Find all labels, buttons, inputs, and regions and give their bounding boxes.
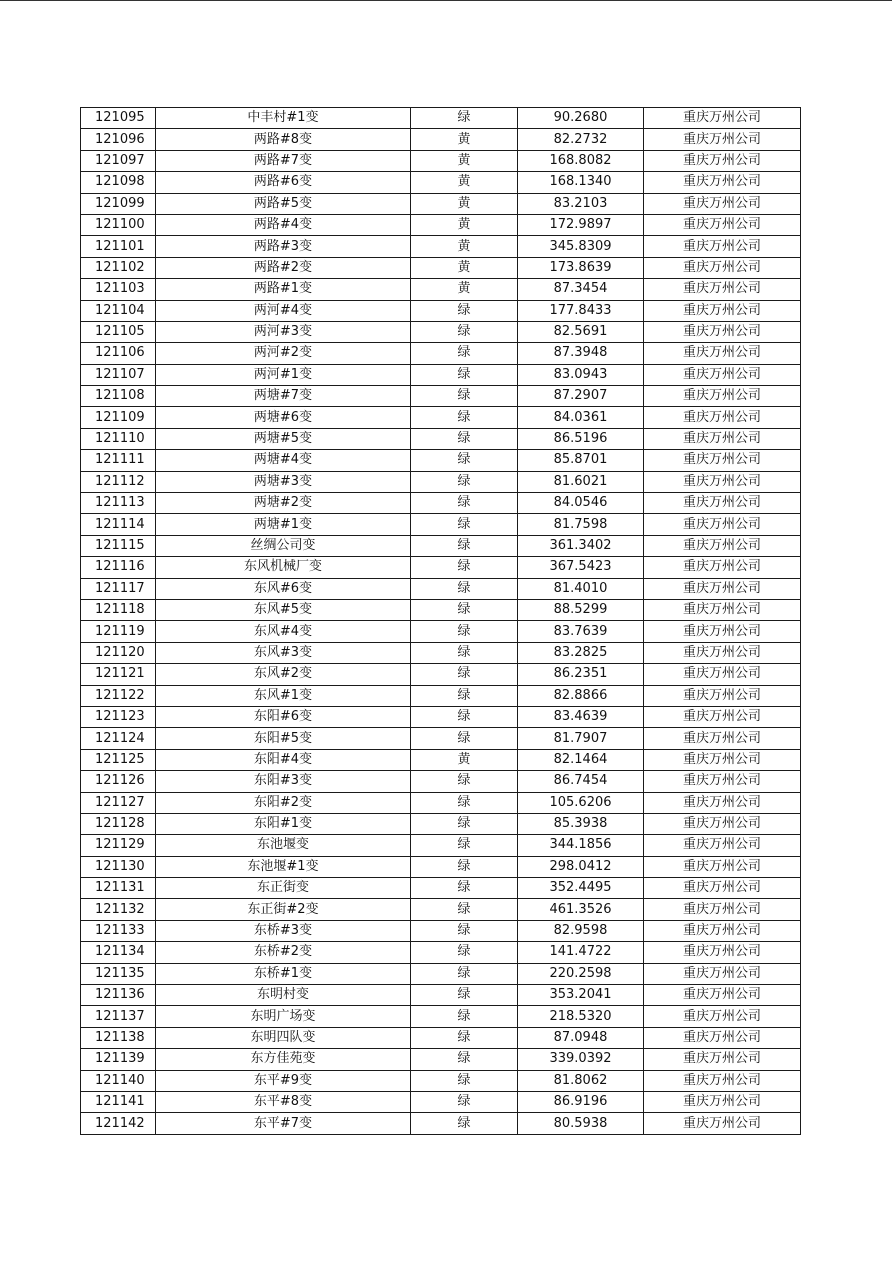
- cell-name: 东正街#2变: [156, 899, 411, 920]
- cell-id: 121104: [81, 300, 156, 321]
- cell-name: 东阳#3变: [156, 771, 411, 792]
- cell-name: 两塘#5变: [156, 428, 411, 449]
- cell-status: 黄: [411, 749, 518, 770]
- table-row: [81, 193, 801, 214]
- cell-status: 绿: [411, 1027, 518, 1048]
- cell-value: 82.5691: [518, 321, 644, 342]
- cell-name: 东平#7变: [156, 1113, 411, 1134]
- cell-status: 绿: [411, 1091, 518, 1112]
- cell-name: 东正街变: [156, 878, 411, 899]
- cell-id: 121122: [81, 685, 156, 706]
- cell-name: 东明四队变: [156, 1027, 411, 1048]
- cell-value: 90.2680: [518, 108, 644, 129]
- cell-name: 两塘#7变: [156, 386, 411, 407]
- cell-company: 重庆万州公司: [644, 300, 801, 321]
- table-row: [81, 321, 801, 342]
- cell-name: 两塘#4变: [156, 450, 411, 471]
- cell-company: 重庆万州公司: [644, 813, 801, 834]
- cell-name: 两河#3变: [156, 321, 411, 342]
- cell-value: 344.1856: [518, 835, 644, 856]
- cell-name: 两路#6变: [156, 172, 411, 193]
- cell-company: 重庆万州公司: [644, 471, 801, 492]
- cell-name: 东阳#6变: [156, 706, 411, 727]
- cell-id: 121109: [81, 407, 156, 428]
- cell-name: 东风#1变: [156, 685, 411, 706]
- cell-company: 重庆万州公司: [644, 899, 801, 920]
- cell-name: 东桥#1变: [156, 963, 411, 984]
- table-row: [81, 535, 801, 556]
- cell-id: 121135: [81, 963, 156, 984]
- cell-value: 168.8082: [518, 150, 644, 171]
- cell-name: 东风机械厂变: [156, 557, 411, 578]
- cell-id: 121097: [81, 150, 156, 171]
- cell-value: 177.8433: [518, 300, 644, 321]
- table-row: [81, 1049, 801, 1070]
- cell-status: 绿: [411, 1049, 518, 1070]
- cell-value: 87.3454: [518, 279, 644, 300]
- cell-company: 重庆万州公司: [644, 920, 801, 941]
- cell-name: 东桥#3变: [156, 920, 411, 941]
- cell-company: 重庆万州公司: [644, 493, 801, 514]
- cell-status: 绿: [411, 835, 518, 856]
- cell-status: 黄: [411, 236, 518, 257]
- cell-name: 两路#1变: [156, 279, 411, 300]
- cell-status: 绿: [411, 1070, 518, 1091]
- table-row: [81, 621, 801, 642]
- cell-company: 重庆万州公司: [644, 214, 801, 235]
- table-row: [81, 1027, 801, 1048]
- cell-name: 东阳#5变: [156, 728, 411, 749]
- table-row: [81, 557, 801, 578]
- cell-company: 重庆万州公司: [644, 129, 801, 150]
- page-top-rule: [0, 0, 892, 1]
- cell-company: 重庆万州公司: [644, 963, 801, 984]
- table-row: [81, 386, 801, 407]
- cell-value: 82.2732: [518, 129, 644, 150]
- cell-id: 121124: [81, 728, 156, 749]
- cell-status: 绿: [411, 493, 518, 514]
- cell-value: 88.5299: [518, 599, 644, 620]
- cell-company: 重庆万州公司: [644, 706, 801, 727]
- cell-company: 重庆万州公司: [644, 771, 801, 792]
- cell-value: 361.3402: [518, 535, 644, 556]
- table-row: [81, 1113, 801, 1134]
- table-row: [81, 942, 801, 963]
- cell-name: 东池堰变: [156, 835, 411, 856]
- table-row: [81, 129, 801, 150]
- cell-name: 东风#2变: [156, 664, 411, 685]
- cell-status: 黄: [411, 172, 518, 193]
- cell-name: 东平#9变: [156, 1070, 411, 1091]
- cell-id: 121127: [81, 792, 156, 813]
- cell-status: 绿: [411, 450, 518, 471]
- cell-status: 绿: [411, 878, 518, 899]
- cell-status: 绿: [411, 599, 518, 620]
- cell-company: 重庆万州公司: [644, 407, 801, 428]
- cell-name: 两路#3变: [156, 236, 411, 257]
- table-row: [81, 343, 801, 364]
- cell-status: 绿: [411, 771, 518, 792]
- cell-id: 121107: [81, 364, 156, 385]
- cell-value: 82.9598: [518, 920, 644, 941]
- cell-id: 121129: [81, 835, 156, 856]
- cell-company: 重庆万州公司: [644, 664, 801, 685]
- cell-id: 121133: [81, 920, 156, 941]
- cell-name: 东风#5变: [156, 599, 411, 620]
- cell-id: 121141: [81, 1091, 156, 1112]
- cell-company: 重庆万州公司: [644, 321, 801, 342]
- cell-id: 121105: [81, 321, 156, 342]
- cell-id: 121136: [81, 985, 156, 1006]
- cell-company: 重庆万州公司: [644, 1049, 801, 1070]
- cell-id: 121142: [81, 1113, 156, 1134]
- cell-company: 重庆万州公司: [644, 257, 801, 278]
- table-row: [81, 493, 801, 514]
- cell-id: 121103: [81, 279, 156, 300]
- cell-status: 绿: [411, 685, 518, 706]
- cell-value: 105.6206: [518, 792, 644, 813]
- cell-status: 绿: [411, 471, 518, 492]
- cell-status: 绿: [411, 364, 518, 385]
- cell-company: 重庆万州公司: [644, 728, 801, 749]
- cell-status: 绿: [411, 108, 518, 129]
- cell-status: 黄: [411, 150, 518, 171]
- cell-name: 两路#2变: [156, 257, 411, 278]
- cell-name: 两塘#6变: [156, 407, 411, 428]
- cell-value: 367.5423: [518, 557, 644, 578]
- cell-name: 东桥#2变: [156, 942, 411, 963]
- cell-id: 121113: [81, 493, 156, 514]
- cell-company: 重庆万州公司: [644, 578, 801, 599]
- cell-id: 121096: [81, 129, 156, 150]
- cell-id: 121139: [81, 1049, 156, 1070]
- cell-value: 352.4495: [518, 878, 644, 899]
- table-row: [81, 150, 801, 171]
- table-row: [81, 1091, 801, 1112]
- cell-value: 353.2041: [518, 985, 644, 1006]
- cell-value: 87.0948: [518, 1027, 644, 1048]
- cell-id: 121106: [81, 343, 156, 364]
- cell-id: 121131: [81, 878, 156, 899]
- cell-value: 218.5320: [518, 1006, 644, 1027]
- cell-name: 两河#2变: [156, 343, 411, 364]
- cell-status: 绿: [411, 578, 518, 599]
- cell-value: 81.6021: [518, 471, 644, 492]
- cell-id: 121132: [81, 899, 156, 920]
- cell-value: 86.9196: [518, 1091, 644, 1112]
- cell-company: 重庆万州公司: [644, 599, 801, 620]
- cell-id: 121110: [81, 428, 156, 449]
- cell-id: 121121: [81, 664, 156, 685]
- cell-status: 绿: [411, 514, 518, 535]
- cell-value: 82.8866: [518, 685, 644, 706]
- cell-id: 121120: [81, 642, 156, 663]
- cell-value: 84.0546: [518, 493, 644, 514]
- cell-company: 重庆万州公司: [644, 1070, 801, 1091]
- cell-status: 绿: [411, 706, 518, 727]
- cell-status: 绿: [411, 321, 518, 342]
- cell-company: 重庆万州公司: [644, 364, 801, 385]
- table-row: [81, 835, 801, 856]
- cell-status: 绿: [411, 942, 518, 963]
- cell-status: 绿: [411, 664, 518, 685]
- table-row: [81, 257, 801, 278]
- cell-value: 85.3938: [518, 813, 644, 834]
- cell-name: 东风#4变: [156, 621, 411, 642]
- cell-name: 东风#6变: [156, 578, 411, 599]
- cell-company: 重庆万州公司: [644, 450, 801, 471]
- table-row: [81, 792, 801, 813]
- cell-id: 121126: [81, 771, 156, 792]
- cell-id: 121111: [81, 450, 156, 471]
- cell-value: 83.0943: [518, 364, 644, 385]
- cell-name: 中丰村#1变: [156, 108, 411, 129]
- cell-company: 重庆万州公司: [644, 856, 801, 877]
- cell-value: 461.3526: [518, 899, 644, 920]
- cell-value: 339.0392: [518, 1049, 644, 1070]
- table-row: [81, 706, 801, 727]
- cell-company: 重庆万州公司: [644, 386, 801, 407]
- cell-id: 121098: [81, 172, 156, 193]
- cell-company: 重庆万州公司: [644, 279, 801, 300]
- cell-company: 重庆万州公司: [644, 749, 801, 770]
- table-row: [81, 364, 801, 385]
- cell-value: 81.7907: [518, 728, 644, 749]
- cell-company: 重庆万州公司: [644, 172, 801, 193]
- cell-company: 重庆万州公司: [644, 150, 801, 171]
- cell-id: 121123: [81, 706, 156, 727]
- table-row: [81, 1070, 801, 1091]
- table-row: [81, 578, 801, 599]
- cell-value: 83.2825: [518, 642, 644, 663]
- cell-value: 173.8639: [518, 257, 644, 278]
- cell-name: 两塘#2变: [156, 493, 411, 514]
- cell-value: 86.7454: [518, 771, 644, 792]
- cell-status: 绿: [411, 856, 518, 877]
- cell-id: 121101: [81, 236, 156, 257]
- table-row: [81, 749, 801, 770]
- cell-status: 黄: [411, 257, 518, 278]
- cell-company: 重庆万州公司: [644, 193, 801, 214]
- cell-status: 黄: [411, 129, 518, 150]
- table-row: [81, 428, 801, 449]
- cell-name: 两河#1变: [156, 364, 411, 385]
- cell-id: 121095: [81, 108, 156, 129]
- table-row: [81, 813, 801, 834]
- cell-id: 121125: [81, 749, 156, 770]
- cell-status: 绿: [411, 1006, 518, 1027]
- table-row: [81, 471, 801, 492]
- cell-value: 141.4722: [518, 942, 644, 963]
- cell-value: 83.4639: [518, 706, 644, 727]
- table-row: [81, 236, 801, 257]
- table-row: [81, 300, 801, 321]
- cell-id: 121134: [81, 942, 156, 963]
- cell-status: 绿: [411, 535, 518, 556]
- cell-id: 121116: [81, 557, 156, 578]
- cell-id: 121100: [81, 214, 156, 235]
- table-row: [81, 279, 801, 300]
- cell-value: 84.0361: [518, 407, 644, 428]
- cell-status: 绿: [411, 300, 518, 321]
- table-row: [81, 172, 801, 193]
- cell-value: 220.2598: [518, 963, 644, 984]
- cell-company: 重庆万州公司: [644, 621, 801, 642]
- cell-name: 两路#7变: [156, 150, 411, 171]
- transformer-table: [80, 107, 801, 1135]
- cell-status: 绿: [411, 343, 518, 364]
- cell-name: 东明广场变: [156, 1006, 411, 1027]
- cell-id: 121128: [81, 813, 156, 834]
- table-body: [81, 108, 801, 1135]
- cell-company: 重庆万州公司: [644, 557, 801, 578]
- cell-name: 两塘#1变: [156, 514, 411, 535]
- cell-status: 绿: [411, 557, 518, 578]
- table-row: [81, 899, 801, 920]
- cell-value: 345.8309: [518, 236, 644, 257]
- table-row: [81, 450, 801, 471]
- cell-id: 121114: [81, 514, 156, 535]
- cell-value: 80.5938: [518, 1113, 644, 1134]
- cell-status: 黄: [411, 193, 518, 214]
- cell-value: 87.2907: [518, 386, 644, 407]
- cell-name: 东阳#1变: [156, 813, 411, 834]
- cell-status: 绿: [411, 728, 518, 749]
- cell-name: 丝绸公司变: [156, 535, 411, 556]
- cell-id: 121118: [81, 599, 156, 620]
- table-row: [81, 214, 801, 235]
- cell-id: 121099: [81, 193, 156, 214]
- cell-status: 绿: [411, 621, 518, 642]
- cell-company: 重庆万州公司: [644, 1006, 801, 1027]
- table-row: [81, 599, 801, 620]
- cell-value: 87.3948: [518, 343, 644, 364]
- cell-company: 重庆万州公司: [644, 878, 801, 899]
- cell-id: 121119: [81, 621, 156, 642]
- cell-name: 两塘#3变: [156, 471, 411, 492]
- cell-status: 绿: [411, 963, 518, 984]
- table-row: [81, 771, 801, 792]
- cell-status: 黄: [411, 279, 518, 300]
- cell-status: 黄: [411, 214, 518, 235]
- cell-status: 绿: [411, 1113, 518, 1134]
- cell-status: 绿: [411, 386, 518, 407]
- cell-company: 重庆万州公司: [644, 835, 801, 856]
- cell-value: 81.8062: [518, 1070, 644, 1091]
- cell-name: 东风#3变: [156, 642, 411, 663]
- cell-value: 81.4010: [518, 578, 644, 599]
- cell-company: 重庆万州公司: [644, 1113, 801, 1134]
- cell-value: 298.0412: [518, 856, 644, 877]
- cell-value: 86.5196: [518, 428, 644, 449]
- cell-value: 168.1340: [518, 172, 644, 193]
- cell-name: 两路#4变: [156, 214, 411, 235]
- cell-name: 两路#8变: [156, 129, 411, 150]
- cell-id: 121130: [81, 856, 156, 877]
- cell-id: 121117: [81, 578, 156, 599]
- cell-id: 121115: [81, 535, 156, 556]
- cell-status: 绿: [411, 642, 518, 663]
- cell-company: 重庆万州公司: [644, 343, 801, 364]
- cell-status: 绿: [411, 985, 518, 1006]
- cell-value: 83.2103: [518, 193, 644, 214]
- table-row: [81, 1006, 801, 1027]
- cell-name: 东平#8变: [156, 1091, 411, 1112]
- cell-id: 121108: [81, 386, 156, 407]
- cell-name: 东方佳苑变: [156, 1049, 411, 1070]
- cell-name: 东明村变: [156, 985, 411, 1006]
- cell-company: 重庆万州公司: [644, 108, 801, 129]
- cell-name: 东阳#2变: [156, 792, 411, 813]
- table-row: [81, 514, 801, 535]
- table-row: [81, 407, 801, 428]
- cell-name: 两河#4变: [156, 300, 411, 321]
- cell-id: 121138: [81, 1027, 156, 1048]
- cell-company: 重庆万州公司: [644, 428, 801, 449]
- cell-company: 重庆万州公司: [644, 236, 801, 257]
- cell-name: 两路#5变: [156, 193, 411, 214]
- cell-name: 东池堰#1变: [156, 856, 411, 877]
- table-row: [81, 685, 801, 706]
- cell-status: 绿: [411, 899, 518, 920]
- cell-company: 重庆万州公司: [644, 642, 801, 663]
- cell-status: 绿: [411, 428, 518, 449]
- table-row: [81, 642, 801, 663]
- table-row: [81, 878, 801, 899]
- cell-id: 121102: [81, 257, 156, 278]
- table-row: [81, 985, 801, 1006]
- cell-id: 121112: [81, 471, 156, 492]
- cell-company: 重庆万州公司: [644, 1027, 801, 1048]
- table-row: [81, 856, 801, 877]
- cell-company: 重庆万州公司: [644, 514, 801, 535]
- cell-company: 重庆万州公司: [644, 685, 801, 706]
- cell-company: 重庆万州公司: [644, 942, 801, 963]
- cell-value: 81.7598: [518, 514, 644, 535]
- table-row: [81, 920, 801, 941]
- cell-company: 重庆万州公司: [644, 1091, 801, 1112]
- cell-value: 83.7639: [518, 621, 644, 642]
- cell-value: 172.9897: [518, 214, 644, 235]
- cell-name: 东阳#4变: [156, 749, 411, 770]
- cell-company: 重庆万州公司: [644, 985, 801, 1006]
- cell-company: 重庆万州公司: [644, 535, 801, 556]
- cell-company: 重庆万州公司: [644, 792, 801, 813]
- cell-id: 121140: [81, 1070, 156, 1091]
- cell-value: 85.8701: [518, 450, 644, 471]
- cell-status: 绿: [411, 813, 518, 834]
- cell-value: 82.1464: [518, 749, 644, 770]
- cell-status: 绿: [411, 920, 518, 941]
- table-row: [81, 108, 801, 129]
- cell-id: 121137: [81, 1006, 156, 1027]
- cell-status: 绿: [411, 407, 518, 428]
- cell-value: 86.2351: [518, 664, 644, 685]
- table-row: [81, 728, 801, 749]
- table-row: [81, 664, 801, 685]
- table-row: [81, 963, 801, 984]
- cell-status: 绿: [411, 792, 518, 813]
